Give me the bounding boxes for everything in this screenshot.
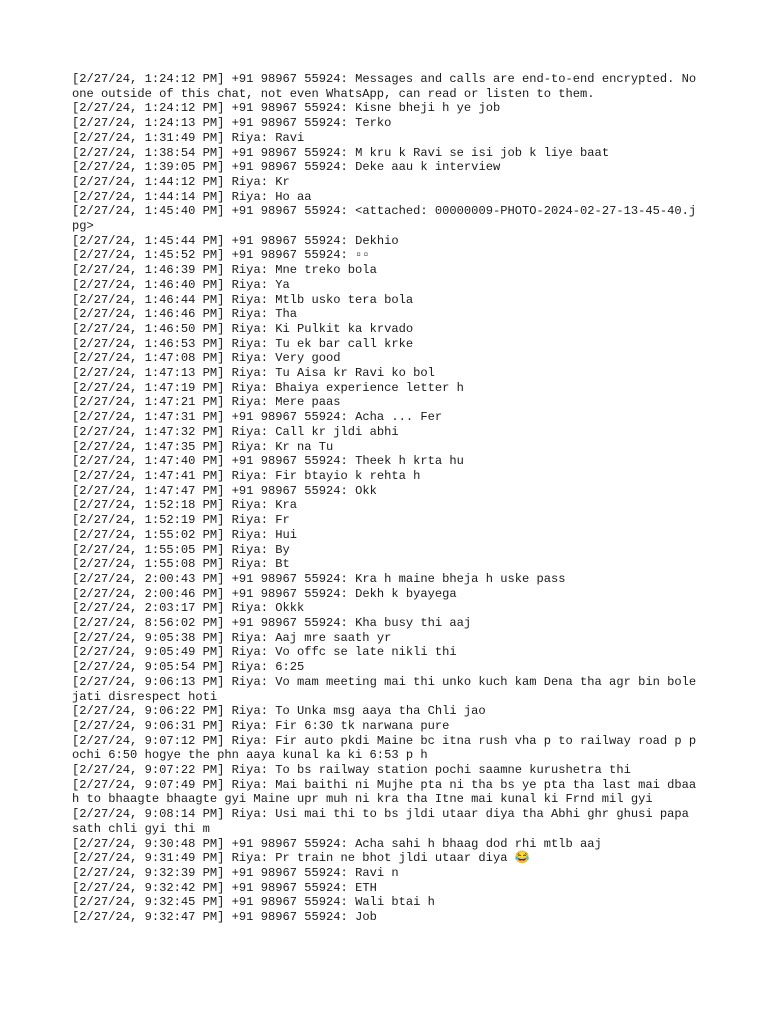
message-sender: +91 98967 55924 xyxy=(231,895,341,910)
message-timestamp: [2/27/24, 1:46:39 PM] xyxy=(72,263,225,278)
message-text: Very good xyxy=(275,351,341,366)
chat-message: [2/27/24, 1:55:05 PM] Riya: By xyxy=(72,542,290,557)
chat-message: [2/27/24, 9:05:54 PM] Riya: 6:25 xyxy=(72,660,305,675)
chat-message: [2/27/24, 1:52:18 PM] Riya: Kra xyxy=(72,498,297,513)
message-timestamp: [2/27/24, 9:32:39 PM] xyxy=(72,865,225,880)
message-text: By xyxy=(275,542,290,557)
message-text: Usi mai thi to bs jldi utaar diya tha Abhi ghr ghusi papa sath chli gyi thi m xyxy=(72,807,697,836)
message-timestamp: [2/27/24, 9:31:49 PM] xyxy=(72,851,225,866)
message-timestamp: [2/27/24, 9:06:22 PM] xyxy=(72,704,225,719)
chat-message: [2/27/24, 1:46:39 PM] Riya: Mne treko bola xyxy=(72,263,377,278)
message-text: Job xyxy=(355,910,377,925)
chat-message: [2/27/24, 1:47:35 PM] Riya: Kr na Tu xyxy=(72,439,334,454)
message-timestamp: [2/27/24, 1:47:31 PM] xyxy=(72,410,225,425)
message-text: Mai baithi ni Mujhe pta ni tha bs ye pta tha last mai dbaa h to bhaagte bhaagte gyi Maine upr muh ni kra tha Itne mai kunal ki Frnd mil gyi xyxy=(72,777,704,807)
chat-message: [2/27/24, 1:38:54 PM] +91 98967 55924: M kru k Ravi se isi job k liye baat xyxy=(72,145,610,160)
chat-message: [2/27/24, 1:39:05 PM] +91 98967 55924: Deke aau k interview xyxy=(72,160,501,175)
chat-message: [2/27/24, 1:47:21 PM] Riya: Mere paas xyxy=(72,395,341,410)
message-timestamp: [2/27/24, 9:05:38 PM] xyxy=(72,630,225,645)
message-timestamp: [2/27/24, 1:46:53 PM] xyxy=(72,336,225,351)
chat-message: [2/27/24, 9:32:39 PM] +91 98967 55924: Ravi n xyxy=(72,865,399,880)
message-sender: Riya xyxy=(231,395,261,410)
chat-message: [2/27/24, 1:47:19 PM] Riya: Bhaiya experience letter h xyxy=(72,380,464,395)
message-text: Vo offc se late nikli thi xyxy=(275,645,457,660)
message-sender: Riya xyxy=(231,674,261,689)
message-sender: Riya xyxy=(231,130,261,145)
message-timestamp: [2/27/24, 1:45:40 PM] xyxy=(72,204,225,219)
message-text: <attached: 00000009-PHOTO-2024-02-27-13-45-40.jpg> xyxy=(72,204,697,234)
message-timestamp: [2/27/24, 1:47:41 PM] xyxy=(72,468,225,483)
message-text: ETH xyxy=(355,880,377,895)
message-text: Call kr jldi abhi xyxy=(275,424,399,439)
message-timestamp: [2/27/24, 1:47:19 PM] xyxy=(72,380,225,395)
chat-message: [2/27/24, 9:06:13 PM] Riya: Vo mam meeting mai thi unko kuch kam Dena tha agr bin bole jati disrespect hoti xyxy=(72,674,704,704)
message-timestamp: [2/27/24, 1:24:12 PM] xyxy=(72,101,225,116)
chat-message: [2/27/24, 1:44:14 PM] Riya: Ho aa xyxy=(72,189,312,204)
message-sender: +91 98967 55924 xyxy=(231,160,341,175)
chat-message: [2/27/24, 1:47:31 PM] +91 98967 55924: Acha ... Fer xyxy=(72,410,443,425)
message-sender: +91 98967 55924 xyxy=(231,204,341,219)
chat-message: [2/27/24, 1:24:13 PM] +91 98967 55924: Terko xyxy=(72,116,392,131)
message-sender: Riya xyxy=(231,807,261,822)
message-timestamp: [2/27/24, 9:32:45 PM] xyxy=(72,895,225,910)
message-sender: +91 98967 55924 xyxy=(231,483,341,498)
message-sender: +91 98967 55924 xyxy=(231,571,341,586)
message-text: Bhaiya experience letter h xyxy=(275,380,464,395)
message-sender: +91 98967 55924 xyxy=(231,233,341,248)
message-sender: +91 98967 55924 xyxy=(231,880,341,895)
message-timestamp: [2/27/24, 1:24:13 PM] xyxy=(72,116,225,131)
message-sender: Riya xyxy=(231,263,261,278)
message-sender: Riya xyxy=(231,189,261,204)
message-text: Kr na Tu xyxy=(275,439,334,454)
chat-message: [2/27/24, 1:47:13 PM] Riya: Tu Aisa kr Ravi ko bol xyxy=(72,366,435,381)
chat-message: [2/27/24, 1:47:47 PM] +91 98967 55924: Okk xyxy=(72,483,377,498)
message-sender: +91 98967 55924 xyxy=(231,616,341,631)
message-timestamp: [2/27/24, 1:24:12 PM] xyxy=(72,72,225,86)
message-timestamp: [2/27/24, 9:32:47 PM] xyxy=(72,910,225,925)
chat-message: [2/27/24, 1:47:40 PM] +91 98967 55924: Theek h krta hu xyxy=(72,454,464,469)
message-sender: +91 98967 55924 xyxy=(231,586,341,601)
message-sender: Riya xyxy=(231,174,261,189)
message-timestamp: [2/27/24, 1:47:40 PM] xyxy=(72,454,225,469)
message-text: Aaj mre saath yr xyxy=(275,630,392,645)
chat-message: [2/27/24, 9:05:49 PM] Riya: Vo offc se late nikli thi xyxy=(72,645,457,660)
message-text: Dekhio xyxy=(355,233,399,248)
message-text: Mere paas xyxy=(275,395,341,410)
message-text: Kra xyxy=(275,498,297,513)
message-timestamp: [2/27/24, 9:05:49 PM] xyxy=(72,645,225,660)
message-sender: Riya xyxy=(231,292,261,307)
message-sender: Riya xyxy=(231,851,261,866)
message-sender: Riya xyxy=(231,351,261,366)
message-sender: +91 98967 55924 xyxy=(231,454,341,469)
message-text: Ki Pulkit ka krvado xyxy=(275,321,414,336)
message-text: Kr xyxy=(275,174,290,189)
message-text: Kha busy thi aaj xyxy=(355,616,472,631)
chat-message: [2/27/24, 1:45:52 PM] +91 98967 55924: ▫▫ xyxy=(72,248,370,263)
message-text: Hui xyxy=(275,527,297,542)
message-text: Dekh k byayega xyxy=(355,586,457,601)
message-sender: +91 98967 55924 xyxy=(231,910,341,925)
message-timestamp: [2/27/24, 1:55:05 PM] xyxy=(72,542,225,557)
chat-message: [2/27/24, 9:08:14 PM] Riya: Usi mai thi to bs jldi utaar diya tha Abhi ghr ghusi papa sath chli gyi thi m xyxy=(72,807,697,836)
message-timestamp: [2/27/24, 1:47:08 PM] xyxy=(72,351,225,366)
chat-message: [2/27/24, 1:47:08 PM] Riya: Very good xyxy=(72,351,341,366)
message-timestamp: [2/27/24, 1:47:21 PM] xyxy=(72,395,225,410)
chat-message: [2/27/24, 9:07:22 PM] Riya: To bs railway station pochi saamne kurushetra thi xyxy=(72,763,631,778)
message-timestamp: [2/27/24, 1:46:50 PM] xyxy=(72,321,225,336)
message-timestamp: [2/27/24, 1:47:47 PM] xyxy=(72,483,225,498)
message-timestamp: [2/27/24, 1:46:40 PM] xyxy=(72,277,225,292)
message-timestamp: [2/27/24, 1:45:52 PM] xyxy=(72,248,225,263)
chat-message: [2/27/24, 1:24:12 PM] +91 98967 55924: Kisne bheji h ye job xyxy=(72,101,501,116)
message-sender: Riya xyxy=(231,645,261,660)
message-text: Kra h maine bheja h uske pass xyxy=(355,571,566,586)
message-text: Ya xyxy=(275,277,290,292)
message-text: Ho aa xyxy=(275,189,312,204)
chat-message: [2/27/24, 9:07:49 PM] Riya: Mai baithi ni Mujhe pta ni tha bs ye pta tha last mai dbaa h to bhaagte bhaagte gyi Maine upr muh ni kra tha Itne mai kunal ki Frnd mil gyi xyxy=(72,777,704,807)
message-sender: Riya xyxy=(231,763,261,778)
message-sender: Riya xyxy=(231,630,261,645)
message-text: Okk xyxy=(355,483,377,498)
message-text: Fr xyxy=(275,513,290,528)
message-text: Theek h krta hu xyxy=(355,454,464,469)
chat-message: [2/27/24, 1:44:12 PM] Riya: Kr xyxy=(72,174,290,189)
message-text: M kru k Ravi se isi job k liye baat xyxy=(355,145,610,160)
message-sender: +91 98967 55924 xyxy=(231,101,341,116)
message-timestamp: [2/27/24, 1:46:44 PM] xyxy=(72,292,225,307)
message-timestamp: [2/27/24, 9:07:22 PM] xyxy=(72,763,225,778)
message-text: Tu ek bar call krke xyxy=(275,336,414,351)
message-timestamp: [2/27/24, 1:55:08 PM] xyxy=(72,557,225,572)
chat-log xyxy=(72,72,704,925)
message-timestamp: [2/27/24, 1:39:05 PM] xyxy=(72,160,225,175)
message-text: Wali btai h xyxy=(355,895,435,910)
message-timestamp: [2/27/24, 9:32:42 PM] xyxy=(72,880,225,895)
message-timestamp: [2/27/24, 9:06:31 PM] xyxy=(72,718,225,733)
message-sender: Riya xyxy=(231,733,261,748)
chat-message: [2/27/24, 1:45:40 PM] +91 98967 55924: <attached: 00000009-PHOTO-2024-02-27-13-45-40.jpg> xyxy=(72,204,697,234)
message-timestamp: [2/27/24, 1:46:46 PM] xyxy=(72,307,225,322)
message-text: Mtlb usko tera bola xyxy=(275,292,414,307)
chat-message: [2/27/24, 1:45:44 PM] +91 98967 55924: Dekhio xyxy=(72,233,399,248)
message-sender: +91 98967 55924 xyxy=(231,410,341,425)
message-sender: Riya xyxy=(231,380,261,395)
message-timestamp: [2/27/24, 9:30:48 PM] xyxy=(72,836,225,851)
message-text: Okkk xyxy=(275,601,305,616)
message-text: Acha ... Fer xyxy=(355,410,443,425)
message-sender: Riya xyxy=(231,277,261,292)
message-sender: Riya xyxy=(231,513,261,528)
chat-message: [2/27/24, 1:55:08 PM] Riya: Bt xyxy=(72,557,290,572)
message-timestamp: [2/27/24, 1:44:14 PM] xyxy=(72,189,225,204)
chat-message: [2/27/24, 9:06:22 PM] Riya: To Unka msg aaya tha Chli jao xyxy=(72,704,486,719)
chat-message: [2/27/24, 9:30:48 PM] +91 98967 55924: Acha sahi h bhaag dod rhi mtlb aaj xyxy=(72,836,602,851)
chat-message: [2/27/24, 9:32:45 PM] +91 98967 55924: Wali btai h xyxy=(72,895,435,910)
chat-message: [2/27/24, 1:52:19 PM] Riya: Fr xyxy=(72,513,290,528)
message-sender: Riya xyxy=(231,542,261,557)
chat-message: [2/27/24, 2:00:43 PM] +91 98967 55924: Kra h maine bheja h uske pass xyxy=(72,571,566,586)
message-sender: Riya xyxy=(231,366,261,381)
chat-message: [2/27/24, 2:03:17 PM] Riya: Okkk xyxy=(72,601,305,616)
message-timestamp: [2/27/24, 1:31:49 PM] xyxy=(72,130,225,145)
message-text: Tha xyxy=(275,307,297,322)
message-sender: Riya xyxy=(231,718,261,733)
message-timestamp: [2/27/24, 1:47:13 PM] xyxy=(72,366,225,381)
message-timestamp: [2/27/24, 9:05:54 PM] xyxy=(72,660,225,675)
message-sender: Riya xyxy=(231,777,261,792)
chat-message: [2/27/24, 1:55:02 PM] Riya: Hui xyxy=(72,527,297,542)
message-sender: +91 98967 55924 xyxy=(231,72,341,86)
message-timestamp: [2/27/24, 1:52:18 PM] xyxy=(72,498,225,513)
message-timestamp: [2/27/24, 9:07:49 PM] xyxy=(72,777,225,792)
chat-message: [2/27/24, 1:46:46 PM] Riya: Tha xyxy=(72,307,297,322)
message-text: To Unka msg aaya tha Chli jao xyxy=(275,704,486,719)
chat-message: [2/27/24, 1:24:12 PM] +91 98967 55924: Messages and calls are end-to-end encrypted. No one outside of this chat, not even WhatsApp, can read or listen to them. xyxy=(72,72,704,101)
message-text: Messages and calls are end-to-end encrypted. No one outside of this chat, not even WhatsApp, can read or listen to them. xyxy=(72,72,704,101)
chat-message: [2/27/24, 9:31:49 PM] Riya: Pr train ne bhot jldi utaar diya 😂 xyxy=(72,851,530,866)
message-sender: Riya xyxy=(231,307,261,322)
chat-message: [2/27/24, 9:32:47 PM] +91 98967 55924: Job xyxy=(72,910,377,925)
message-timestamp: [2/27/24, 1:55:02 PM] xyxy=(72,527,225,542)
message-timestamp: [2/27/24, 1:52:19 PM] xyxy=(72,513,225,528)
message-sender: +91 98967 55924 xyxy=(231,836,341,851)
message-timestamp: [2/27/24, 9:08:14 PM] xyxy=(72,807,225,822)
message-text: 6:25 xyxy=(275,660,305,675)
message-text: Fir btayio k rehta h xyxy=(275,468,421,483)
chat-message: [2/27/24, 1:31:49 PM] Riya: Ravi xyxy=(72,130,305,145)
message-timestamp: [2/27/24, 9:07:12 PM] xyxy=(72,733,225,748)
message-text: Ravi n xyxy=(355,865,399,880)
chat-message: [2/27/24, 1:46:40 PM] Riya: Ya xyxy=(72,277,290,292)
message-sender: Riya xyxy=(231,321,261,336)
message-sender: Riya xyxy=(231,704,261,719)
chat-message: [2/27/24, 1:46:50 PM] Riya: Ki Pulkit ka krvado xyxy=(72,321,414,336)
chat-message: [2/27/24, 1:46:44 PM] Riya: Mtlb usko tera bola xyxy=(72,292,414,307)
chat-message: [2/27/24, 1:47:32 PM] Riya: Call kr jldi abhi xyxy=(72,424,399,439)
message-timestamp: [2/27/24, 1:45:44 PM] xyxy=(72,233,225,248)
message-text: Acha sahi h bhaag dod rhi mtlb aaj xyxy=(355,836,602,851)
message-sender: Riya xyxy=(231,468,261,483)
chat-message: [2/27/24, 9:07:12 PM] Riya: Fir auto pkdi Maine bc itna rush vha p to railway road p pochi 6:50 hogye the phn aaya kunal ka ki 6:53 p h xyxy=(72,733,697,763)
message-text: Fir 6:30 tk narwana pure xyxy=(275,718,450,733)
message-timestamp: [2/27/24, 1:44:12 PM] xyxy=(72,174,225,189)
message-timestamp: [2/27/24, 1:47:32 PM] xyxy=(72,424,225,439)
message-text: Ravi xyxy=(275,130,305,145)
message-timestamp: [2/27/24, 2:00:43 PM] xyxy=(72,571,225,586)
message-timestamp: [2/27/24, 2:00:46 PM] xyxy=(72,586,225,601)
message-timestamp: [2/27/24, 2:03:17 PM] xyxy=(72,601,225,616)
message-sender: Riya xyxy=(231,660,261,675)
message-sender: Riya xyxy=(231,557,261,572)
message-timestamp: [2/27/24, 1:47:35 PM] xyxy=(72,439,225,454)
message-text: Kisne bheji h ye job xyxy=(355,101,501,116)
chat-message: [2/27/24, 1:47:41 PM] Riya: Fir btayio k rehta h xyxy=(72,468,421,483)
message-text: Bt xyxy=(275,557,290,572)
chat-message: [2/27/24, 1:46:53 PM] Riya: Tu ek bar call krke xyxy=(72,336,414,351)
message-sender: +91 98967 55924 xyxy=(231,865,341,880)
message-text: ▫▫ xyxy=(355,248,370,263)
message-text: Terko xyxy=(355,116,392,131)
chat-message: [2/27/24, 9:32:42 PM] +91 98967 55924: ETH xyxy=(72,880,377,895)
chat-message: [2/27/24, 8:56:02 PM] +91 98967 55924: Kha busy thi aaj xyxy=(72,616,472,631)
message-timestamp: [2/27/24, 8:56:02 PM] xyxy=(72,616,225,631)
message-text: To bs railway station pochi saamne kurushetra thi xyxy=(275,763,631,778)
message-text: Mne treko bola xyxy=(275,263,377,278)
chat-message: [2/27/24, 9:05:38 PM] Riya: Aaj mre saath yr xyxy=(72,630,392,645)
message-sender: +91 98967 55924 xyxy=(231,116,341,131)
message-sender: Riya xyxy=(231,336,261,351)
message-timestamp: [2/27/24, 9:06:13 PM] xyxy=(72,674,225,689)
message-sender: Riya xyxy=(231,527,261,542)
message-text: Fir auto pkdi Maine bc itna rush vha p to railway road p pochi 6:50 hogye the phn aaya kunal ka ki 6:53 p h xyxy=(72,733,697,763)
chat-message: [2/27/24, 9:06:31 PM] Riya: Fir 6:30 tk narwana pure xyxy=(72,718,450,733)
message-text: Pr train ne bhot jldi utaar diya 😂 xyxy=(275,851,530,866)
message-text: Tu Aisa kr Ravi ko bol xyxy=(275,366,435,381)
message-sender: Riya xyxy=(231,424,261,439)
message-text: Deke aau k interview xyxy=(355,160,501,175)
message-sender: Riya xyxy=(231,439,261,454)
message-sender: Riya xyxy=(231,498,261,513)
message-text: Vo mam meeting mai thi unko kuch kam Dena tha agr bin bole jati disrespect hoti xyxy=(72,674,704,704)
message-sender: +91 98967 55924 xyxy=(231,248,341,263)
message-timestamp: [2/27/24, 1:38:54 PM] xyxy=(72,145,225,160)
message-sender: Riya xyxy=(231,601,261,616)
chat-message: [2/27/24, 2:00:46 PM] +91 98967 55924: Dekh k byayega xyxy=(72,586,457,601)
message-sender: +91 98967 55924 xyxy=(231,145,341,160)
